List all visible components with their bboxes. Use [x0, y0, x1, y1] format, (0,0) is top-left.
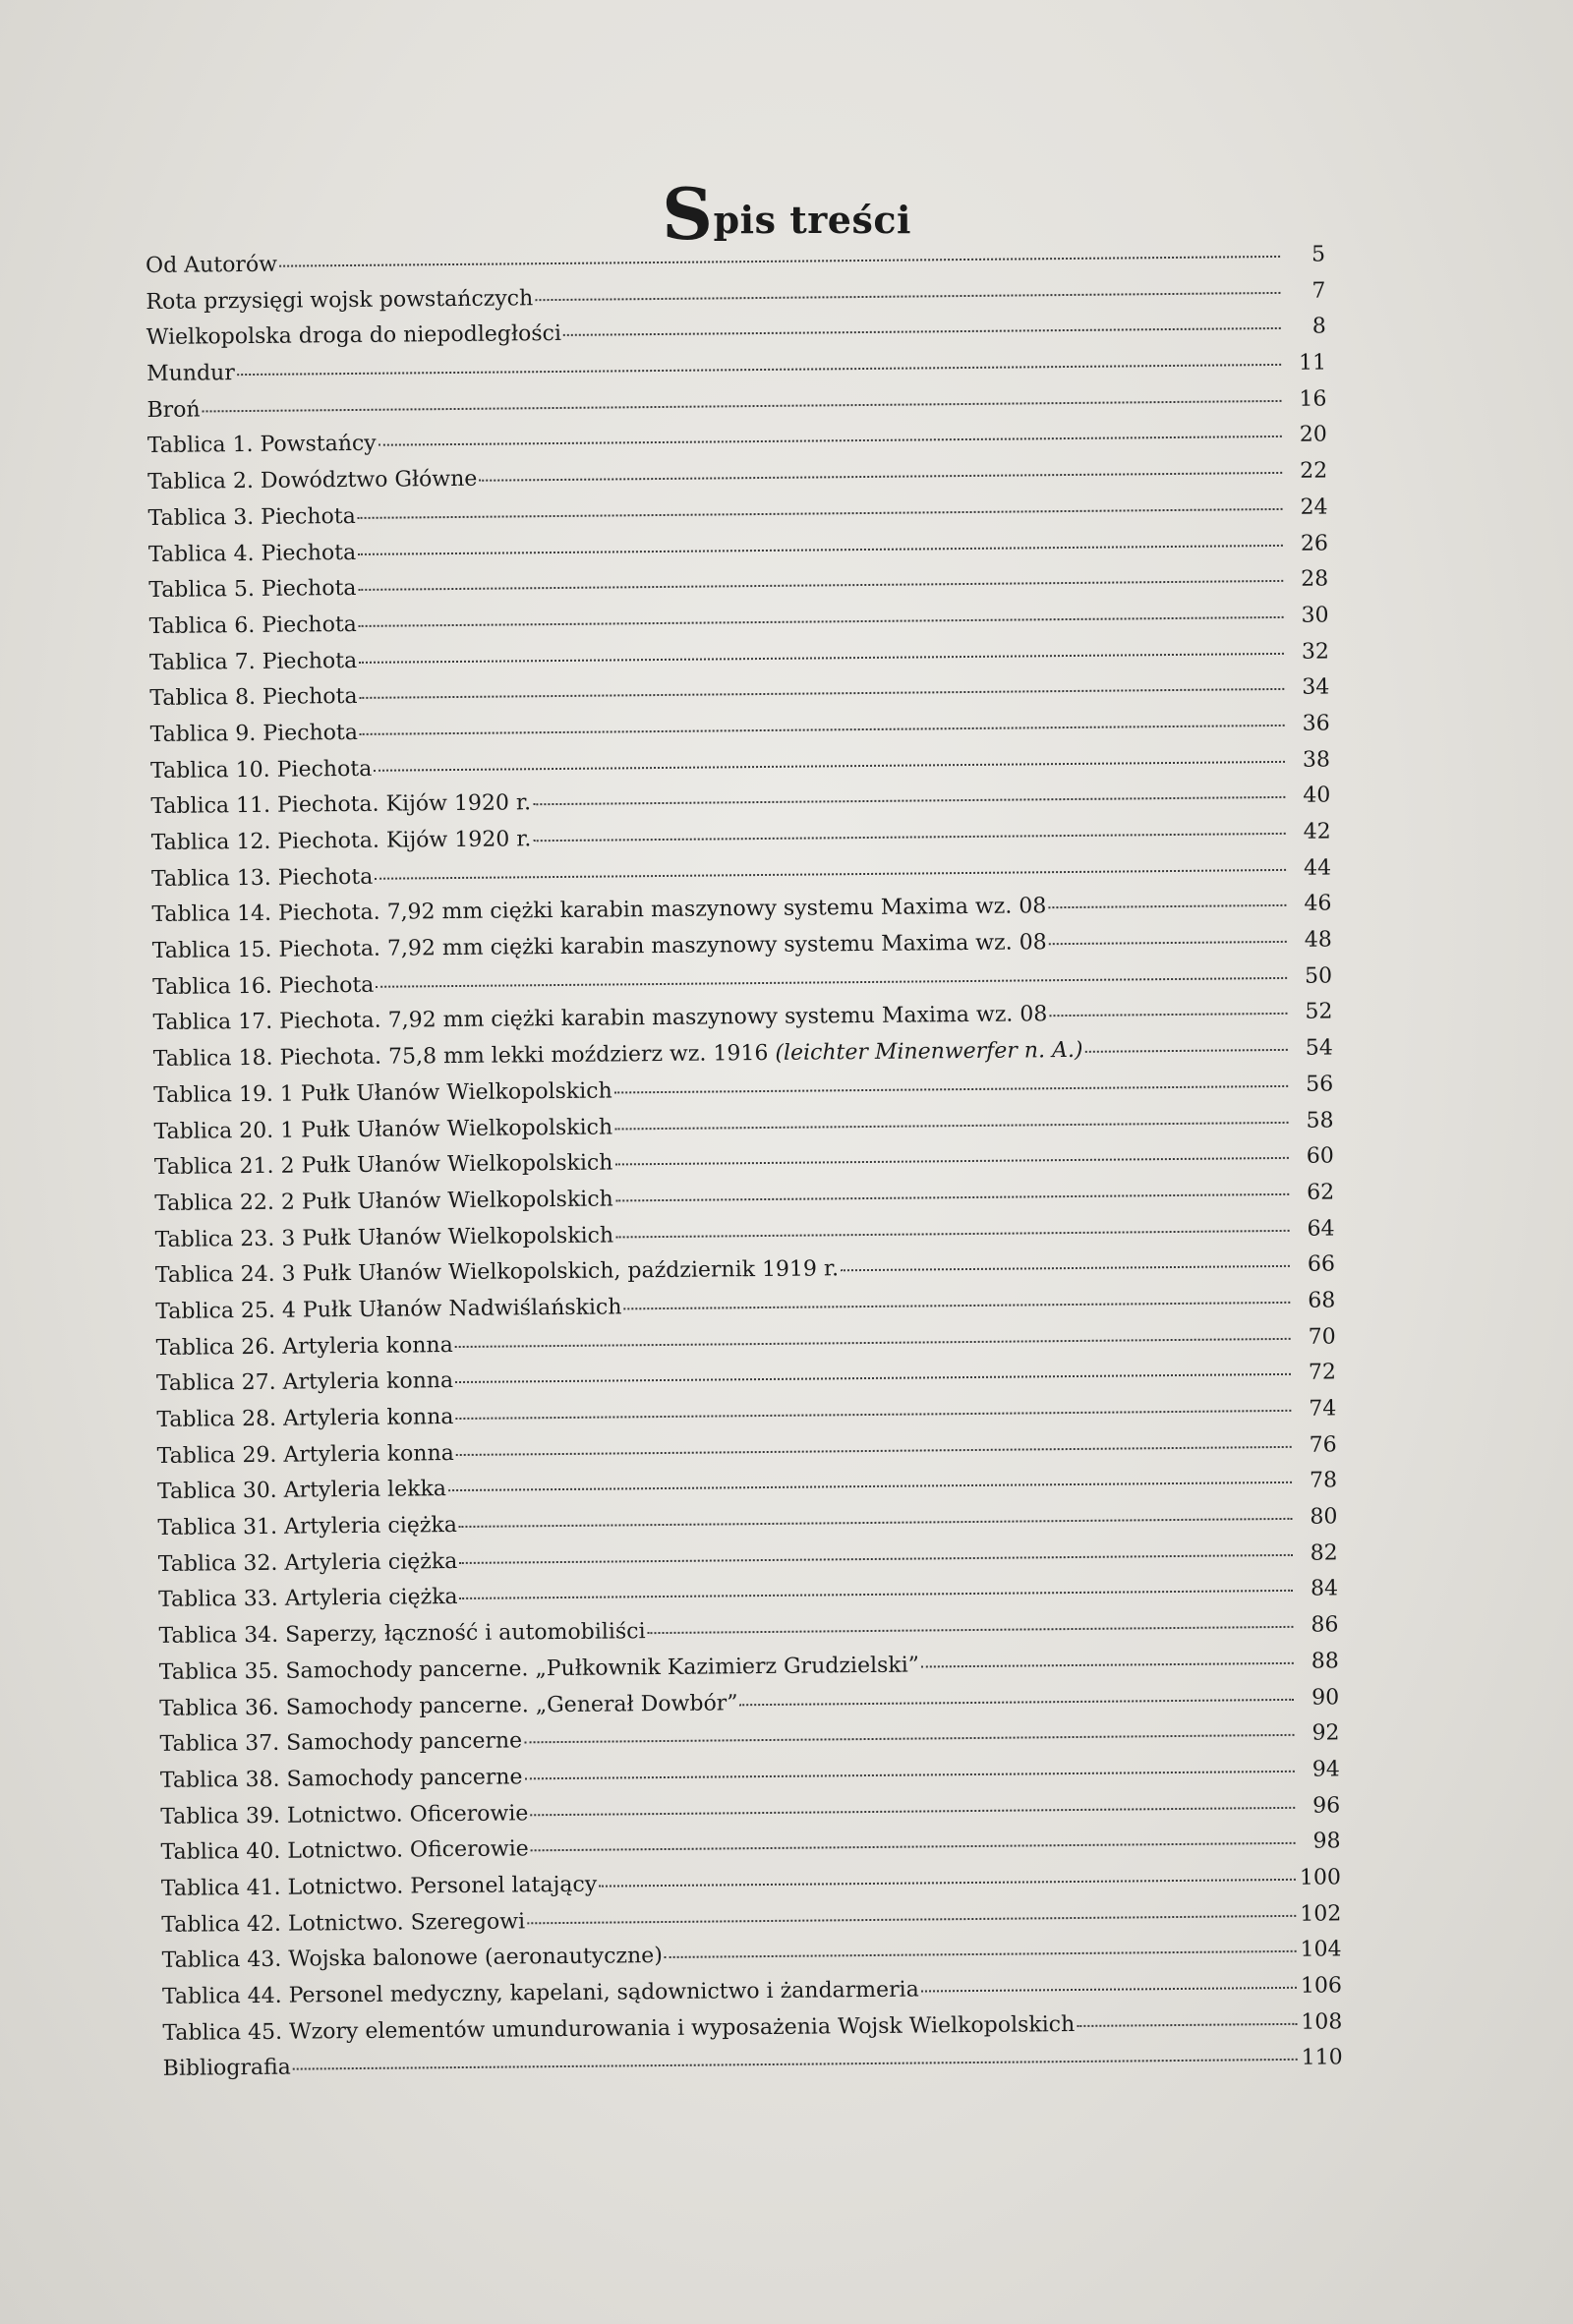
- dot-leader: [459, 1518, 1293, 1528]
- toc-entry-text: Tablica 45. Wzory elementów umundurowania i wyposażenia Wojsk Wielkopolskich: [162, 2011, 1076, 2046]
- toc-entry-text: Tablica 36. Samochody pancerne. „Generał Dowbór”: [159, 1690, 738, 1721]
- toc-page-number: 104: [1300, 1937, 1342, 1963]
- toc-entry-text: Rota przysięgi wojsk powstańczych: [146, 285, 534, 315]
- dot-leader: [614, 1121, 1288, 1130]
- toc-entry-text: Tablica 17. Piechota. 7,92 mm ciężki karabin maszynowy systemu Maxima wz. 08: [152, 1002, 1048, 1036]
- toc-page-number: 88: [1311, 1649, 1339, 1674]
- page-title: [0, 172, 1573, 256]
- dot-leader: [293, 2059, 1298, 2070]
- dot-leader: [379, 436, 1282, 446]
- toc-page-number: 42: [1303, 819, 1331, 844]
- toc-page-number: 84: [1310, 1576, 1339, 1602]
- toc-entry-label: [155, 1257, 839, 1289]
- dot-leader: [533, 796, 1285, 805]
- toc-page-number: 28: [1301, 566, 1329, 592]
- toc-entry-label: [155, 1223, 614, 1251]
- toc-entry-italic-text: (leichter Minenwerfer n. A.): [775, 1038, 1083, 1067]
- toc-page-number: 90: [1311, 1684, 1340, 1711]
- toc-entry-label: [146, 397, 200, 423]
- dot-leader: [648, 1626, 1294, 1634]
- toc-page-number: 70: [1308, 1324, 1336, 1350]
- toc-entry-text: Tablica 29. Artyleria konna: [156, 1440, 454, 1469]
- toc-entry-text: Tablica 14. Piechota. 7,92 mm ciężki karabin maszynowy systemu Maxima wz. 08: [151, 894, 1047, 928]
- toc-entry-label: [152, 973, 374, 1000]
- toc-entry-label: [157, 1441, 454, 1469]
- toc-entry-label: [148, 540, 356, 566]
- toc-page-number: 30: [1301, 603, 1329, 628]
- toc-entry-label: [153, 1078, 612, 1107]
- dot-leader: [599, 1879, 1296, 1888]
- dot-leader: [374, 761, 1285, 772]
- toc-entry-text: Tablica 44. Personel medyczny, kapelani, sądownictwo i żandarmeria: [161, 1977, 919, 2009]
- dot-leader: [614, 1157, 1288, 1166]
- toc-entry-text: Tablica 35. Samochody pancerne. „Pułkownik Kazimierz Grudzielski”: [158, 1653, 920, 1685]
- dot-leader: [359, 616, 1284, 627]
- dot-leader: [615, 1193, 1289, 1202]
- toc-page-number: 7: [1311, 278, 1326, 304]
- toc-entry-label: [146, 286, 533, 315]
- toc-entry-text: Tablica 3. Piechota: [147, 503, 356, 531]
- dot-leader: [459, 1554, 1293, 1564]
- dot-leader: [1048, 904, 1286, 908]
- title-initial: S: [662, 172, 714, 257]
- toc-entry-label: [151, 827, 532, 855]
- title-rest: pis treści: [713, 198, 911, 243]
- dot-leader: [360, 725, 1285, 735]
- toc-entry-label: [156, 1368, 453, 1396]
- toc-entry-text: Tablica 22. 2 Pułk Ułanów Wielkopolskich: [154, 1187, 613, 1216]
- toc-page-number: 80: [1310, 1504, 1338, 1530]
- toc-page-number: 86: [1311, 1612, 1339, 1638]
- toc-entry-text: Od Autorów: [146, 252, 278, 278]
- dot-leader: [665, 1950, 1297, 1958]
- toc-entry-label: [163, 2056, 291, 2081]
- toc-entry-label: [155, 1295, 621, 1324]
- toc-entry-label: [154, 1187, 613, 1215]
- toc-entry-label: [160, 1837, 528, 1866]
- toc-page-number: 100: [1299, 1865, 1342, 1890]
- toc-entry-text: Tablica 23. 3 Pułk Ułanów Wielkopolskich: [154, 1223, 614, 1252]
- dot-leader: [203, 400, 1282, 413]
- toc-entry-text: Tablica 33. Artyleria ciężka: [158, 1585, 458, 1613]
- toc-entry-text: Tablica 27. Artyleria konna: [155, 1368, 454, 1397]
- toc-page-number: 58: [1306, 1107, 1334, 1133]
- toc-page-number: 40: [1303, 783, 1331, 809]
- table-of-contents: [146, 242, 1343, 2092]
- toc-entry-text: Tablica 37. Samochody pancerne: [159, 1728, 523, 1758]
- toc-page-number: 108: [1301, 2009, 1343, 2035]
- toc-page-number: 102: [1300, 1901, 1342, 1927]
- toc-entry-label: [146, 361, 235, 386]
- toc-entry-text: Tablica 6. Piechota: [148, 611, 357, 639]
- toc-entry-text: Tablica 11. Piechota. Kijów 1920 r.: [150, 790, 532, 820]
- toc-entry-text: Tablica 9. Piechota: [149, 720, 359, 747]
- dot-leader: [531, 1842, 1296, 1851]
- toc-entry-label: [151, 864, 373, 891]
- dot-leader: [456, 1446, 1292, 1456]
- toc-page-number: 110: [1301, 2045, 1343, 2071]
- toc-entry-text: Tablica 5. Piechota: [148, 576, 357, 604]
- dot-leader: [455, 1337, 1291, 1347]
- toc-entry-label: [161, 1909, 525, 1938]
- toc-page-number: 68: [1308, 1288, 1336, 1313]
- dot-leader: [563, 327, 1281, 336]
- dot-leader: [535, 292, 1280, 301]
- toc-entry-label: [160, 1765, 523, 1793]
- toc-entry-label: [161, 1873, 598, 1901]
- toc-entry-label: [158, 1549, 458, 1577]
- toc-page-number: 5: [1311, 242, 1326, 267]
- toc-entry-text: Tablica 12. Piechota. Kijów 1920 r.: [150, 827, 532, 855]
- toc-entry-label: [147, 432, 377, 458]
- toc-entry-text: Tablica 43. Wojska balonowe (aeronautyczne): [161, 1944, 663, 1974]
- toc-entry-text: Tablica 19. 1 Pułk Ułanów Wielkopolskich: [153, 1078, 612, 1108]
- dot-leader: [358, 508, 1283, 519]
- toc-page-number: 22: [1300, 458, 1328, 484]
- dot-leader: [358, 544, 1283, 554]
- toc-entry-label: [158, 1585, 458, 1612]
- toc-entry-text: Tablica 30. Artyleria lekka: [156, 1477, 447, 1505]
- toc-entry-text: Tablica 2. Dowództwo Główne: [147, 466, 478, 495]
- toc-entry-text: Tablica 1. Powstańcy: [146, 432, 377, 459]
- dot-leader: [921, 1987, 1297, 1993]
- toc-entry-text: Broń: [146, 397, 201, 423]
- toc-page-number: 64: [1307, 1215, 1335, 1242]
- toc-entry-text: Tablica 13. Piechota: [150, 864, 374, 892]
- toc-entry-label: [159, 1729, 522, 1758]
- toc-entry-label: [150, 721, 358, 747]
- toc-entry-text: Tablica 32. Artyleria ciężka: [157, 1548, 458, 1577]
- toc-entry-label: [156, 1405, 453, 1432]
- toc-page-number: 56: [1306, 1072, 1334, 1097]
- dot-leader: [455, 1373, 1291, 1383]
- dot-leader: [740, 1698, 1295, 1705]
- toc-entry-text: Bibliografia: [162, 2056, 291, 2082]
- dot-leader: [460, 1590, 1294, 1599]
- toc-page-number: 48: [1304, 927, 1332, 953]
- dot-leader: [375, 869, 1286, 880]
- dot-leader: [455, 1410, 1291, 1420]
- dot-leader: [525, 1771, 1295, 1780]
- toc-page-number: 20: [1299, 422, 1327, 448]
- dot-leader: [1049, 941, 1287, 945]
- toc-page-number: 94: [1311, 1757, 1340, 1782]
- toc-entry-text: Tablica 24. 3 Pułk Ułanów Wielkopolskich, październik 1919 r.: [154, 1256, 840, 1289]
- toc-entry-text: Tablica 28. Artyleria konna: [156, 1405, 454, 1432]
- toc-page-number: 76: [1309, 1432, 1337, 1458]
- toc-page-number: 11: [1299, 350, 1327, 376]
- dot-leader: [623, 1302, 1290, 1310]
- toc-entry-text: Tablica 41. Lotnictwo. Personel latający: [160, 1872, 598, 1901]
- toc-entry-text: Tablica 7. Piechota: [148, 648, 358, 675]
- toc-entry-label: [162, 1944, 663, 1973]
- toc-page-number: 46: [1304, 891, 1332, 917]
- toc-page-number: 96: [1312, 1792, 1341, 1819]
- toc-page-number: 26: [1300, 530, 1329, 556]
- dot-leader: [524, 1734, 1294, 1744]
- toc-entry-text: Tablica 40. Lotnictwo. Oficerowie: [160, 1836, 529, 1866]
- toc-entry-text: Tablica 10. Piechota: [149, 756, 373, 784]
- toc-entry-label: [160, 1801, 528, 1830]
- toc-entry-label: [147, 467, 477, 494]
- dot-leader: [1049, 1013, 1287, 1017]
- toc-entry-text: Tablica 26. Artyleria konna: [155, 1332, 453, 1361]
- dot-leader: [921, 1662, 1294, 1668]
- dot-leader: [237, 364, 1281, 376]
- dot-leader: [615, 1229, 1289, 1238]
- dot-leader: [359, 652, 1284, 663]
- toc-entry-label: [154, 1151, 613, 1180]
- toc-page-number: 52: [1305, 999, 1333, 1025]
- toc-page-number: 92: [1311, 1720, 1340, 1746]
- toc-entry-label: [150, 756, 372, 783]
- toc-entry-label: [149, 649, 357, 675]
- toc-entry-text: Tablica 39. Lotnictwo. Oficerowie: [160, 1800, 529, 1830]
- toc-entry-text: Tablica 38. Samochody pancerne: [159, 1765, 523, 1793]
- toc-entry-label: [159, 1691, 738, 1721]
- toc-page-number: 34: [1302, 674, 1330, 700]
- toc-entry-text: Tablica 42. Lotnictwo. Szeregowi: [161, 1908, 526, 1938]
- toc-entry-label: [153, 1115, 612, 1143]
- toc-page-number: 78: [1309, 1468, 1338, 1494]
- toc-entry-text: Tablica 34. Saperzy, łączność i automobiliści: [158, 1619, 646, 1650]
- toc-entry-label: [148, 576, 356, 603]
- dot-leader: [841, 1265, 1290, 1271]
- toc-page-number: 8: [1311, 314, 1326, 339]
- toc-entry-label: [146, 321, 561, 350]
- toc-page-number: 98: [1312, 1829, 1341, 1854]
- dot-leader: [614, 1085, 1288, 1094]
- toc-entry-text: Tablica 16. Piechota: [152, 972, 375, 1000]
- toc-entry-text: Wielkopolska droga do niepodległości: [146, 321, 562, 351]
- dot-leader: [360, 688, 1285, 699]
- toc-page-number: 62: [1307, 1180, 1335, 1205]
- dot-leader: [527, 1914, 1296, 1924]
- dot-leader: [1085, 1049, 1288, 1053]
- toc-entry-text: Mundur: [146, 361, 235, 387]
- toc-entry-text: Tablica 31. Artyleria ciężka: [157, 1513, 458, 1541]
- toc-entry-text: Tablica 4. Piechota: [147, 540, 357, 567]
- toc-page-number: 74: [1309, 1396, 1337, 1422]
- toc-page-number: 60: [1306, 1143, 1334, 1169]
- toc-page-number: 72: [1308, 1360, 1337, 1386]
- dot-leader: [358, 580, 1283, 591]
- toc-page-number: 66: [1307, 1251, 1336, 1277]
- toc-entry-label: [149, 612, 357, 639]
- toc-page-number: 82: [1310, 1540, 1338, 1566]
- toc-entry-text: Tablica 15. Piechota. 7,92 mm ciężki karabin maszynowy systemu Maxima wz. 08: [151, 930, 1047, 964]
- toc-page-number: 24: [1300, 494, 1328, 520]
- dot-leader: [479, 472, 1282, 482]
- toc-entry-label: [157, 1513, 457, 1540]
- dot-leader: [1077, 2023, 1297, 2027]
- toc-entry-label: [150, 791, 531, 820]
- dot-leader: [448, 1482, 1292, 1491]
- dot-leader: [376, 977, 1287, 988]
- toc-entry-text: Tablica 20. 1 Pułk Ułanów Wielkopolskich: [153, 1114, 613, 1144]
- toc-page-number: 44: [1303, 855, 1332, 881]
- toc-entry-text: Tablica 18. Piechota. 75,8 mm lekki moździerz wz. 1916: [152, 1041, 776, 1073]
- toc-entry-label: [147, 504, 355, 531]
- toc-page-number: 54: [1305, 1035, 1333, 1061]
- toc-entry-text: Tablica 8. Piechota: [149, 684, 358, 712]
- toc-entry-label: [158, 1619, 645, 1649]
- dot-leader: [533, 833, 1285, 842]
- toc-entry-label: [146, 253, 277, 278]
- dot-leader: [530, 1806, 1295, 1815]
- toc-page-number: 50: [1304, 963, 1333, 989]
- toc-entry-label: [157, 1477, 446, 1504]
- toc-entry-label: [149, 684, 357, 711]
- toc-entry-text: Tablica 21. 2 Pułk Ułanów Wielkopolskich: [153, 1150, 613, 1181]
- toc-page-number: 38: [1302, 747, 1331, 773]
- toc-page-number: 106: [1300, 1973, 1343, 1999]
- toc-page-number: 32: [1301, 639, 1330, 665]
- toc-page-number: 16: [1299, 386, 1327, 412]
- toc-entry-text: Tablica 25. 4 Pułk Ułanów Nadwiślańskich: [155, 1295, 622, 1324]
- toc-page-number: 36: [1302, 711, 1330, 736]
- dot-leader: [279, 256, 1280, 267]
- toc-entry-label: [156, 1333, 453, 1361]
